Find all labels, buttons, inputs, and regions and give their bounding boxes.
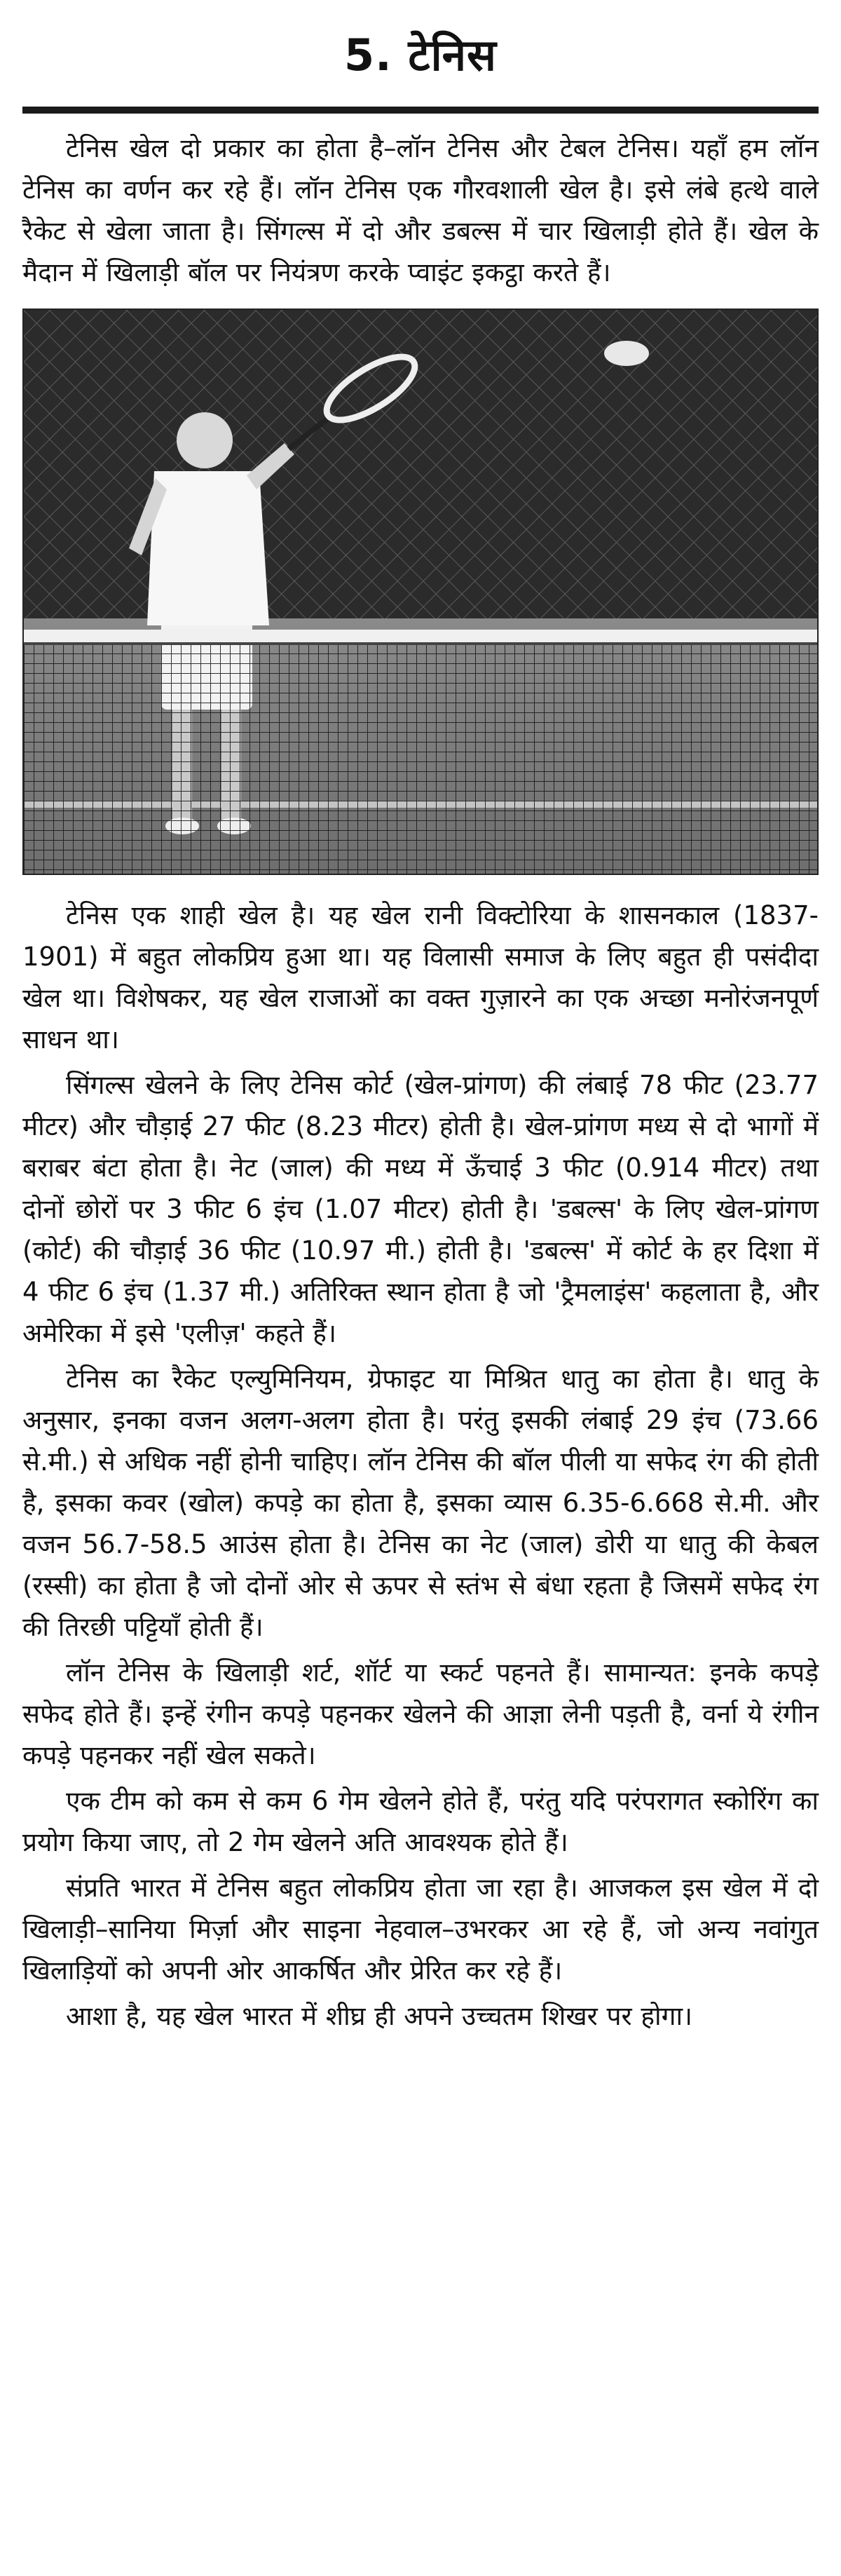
paragraph-games: एक टीम को कम से कम 6 गेम खेलने होते हैं, परंतु यदि परंपरागत स्कोरिंग का प्रयोग किया जाए, तो 2 गेम खेलने अति आवश्यक होते हैं।	[22, 1786, 819, 1857]
title-divider	[22, 107, 819, 114]
paragraph-intro: टेनिस खेल दो प्रकार का होता है–लॉन टेनिस और टेबल टेनिस। यहाँ हम लॉन टेनिस का वर्णन कर रहे हैं। लॉन टेनिस एक गौरवशाली खेल है। इसे लंबे हत्थे वाले रैकेट से खेला जाता है। सिंगल्स में दो और डबल्स में चार खिलाड़ी होते हैं। खेल के मैदान में खिलाड़ी बॉल पर नियंत्रण करके प्वाइंट इकट्ठा करते हैं।	[22, 133, 819, 287]
tennis-player-photo	[22, 309, 819, 875]
paragraph-history: टेनिस एक शाही खेल है। यह खेल रानी विक्टोरिया के शासनकाल (1837-1901) में बहुत लोकप्रिय हुआ था। यह विलासी समाज के लिए बहुत ही पसंदीदा खेल था। विशेषकर, यह खेल राजाओं का वक्त गुज़ारने का एक अच्छा मनोरंजनपूर्ण साधन था।	[22, 900, 819, 1055]
paragraph-clothing: लॉन टेनिस के खिलाड़ी शर्ट, शॉर्ट या स्कर्ट पहनते हैं। सामान्यत: इनके कपड़े सफेद होते हैं। इन्हें रंगीन कपड़े पहनकर खेलने की आज्ञा लेनी पड़ती है, वर्ना ये रंगीन कपड़े पहनकर नहीं खेल सकते।	[22, 1658, 819, 1770]
paragraph-racket-and-ball: टेनिस का रैकेट एल्युमिनियम, ग्रेफाइट या मिश्रित धातु का होता है। धातु के अनुसार, इनका वजन अलग-अलग होता है। परंतु इसकी लंबाई 29 इंच (73.66 से.मी.) से अधिक नहीं होनी चाहिए। लॉन टेनिस की बॉल पीली या सफेद रंग की होती है, इसका कवर (खोल) कपड़े का होता है, इसका व्यास 6.35-6.668 से.मी. और वजन 56.7-58.5 आउंस होता है। टेनिस का नेट (जाल) डोरी या धातु की केबल (रस्सी) का होता है जो दोनों ओर से ऊपर से स्तंभ से बंधा रहता है जिसमें सफेद रंग की तिरछी पट्टियाँ होती हैं।	[22, 1364, 819, 1642]
paragraph-conclusion: आशा है, यह खेल भारत में शीघ्र ही अपने उच्चतम शिखर पर होगा।	[66, 2001, 693, 2031]
paragraph-india: संप्रति भारत में टेनिस बहुत लोकप्रिय होता जा रहा है। आजकल इस खेल में दो खिलाड़ी–सानिया मिर्ज़ा और साइना नेहवाल–उभरकर आ रहे हैं, जो अन्य नवांगुत खिलाड़ियों को अपनी ओर आकर्षित और प्रेरित कर रहे हैं।	[22, 1873, 819, 1986]
paragraph-court-dimensions: सिंगल्स खेलने के लिए टेनिस कोर्ट (खेल-प्रांगण) की लंबाई 78 फीट (23.77 मीटर) और चौड़ाई 27 फीट (8.23 मीटर) होती है। खेल-प्रांगण मध्य से दो भागों में बराबर बंटा होता है। नेट (जाल) की मध्य में ऊँचाई 3 फीट (0.914 मीटर) तथा दोनों छोरों पर 3 फीट 6 इंच (1.07 मीटर) होती है। 'डबल्स' के लिए खेल-प्रांगण (कोर्ट) की चौड़ाई 36 फीट (10.97 मी.) होती है। 'डबल्स' में कोर्ट के हर दिशा में 4 फीट 6 इंच (1.37 मी.) अतिरिक्त स्थान होता है जो 'ट्रैमलाइंस' कहलाता है, और अमेरिका में इसे 'एलीज़' कहते हैं।	[22, 1070, 819, 1348]
page-title: 5. टेनिस	[344, 29, 497, 81]
